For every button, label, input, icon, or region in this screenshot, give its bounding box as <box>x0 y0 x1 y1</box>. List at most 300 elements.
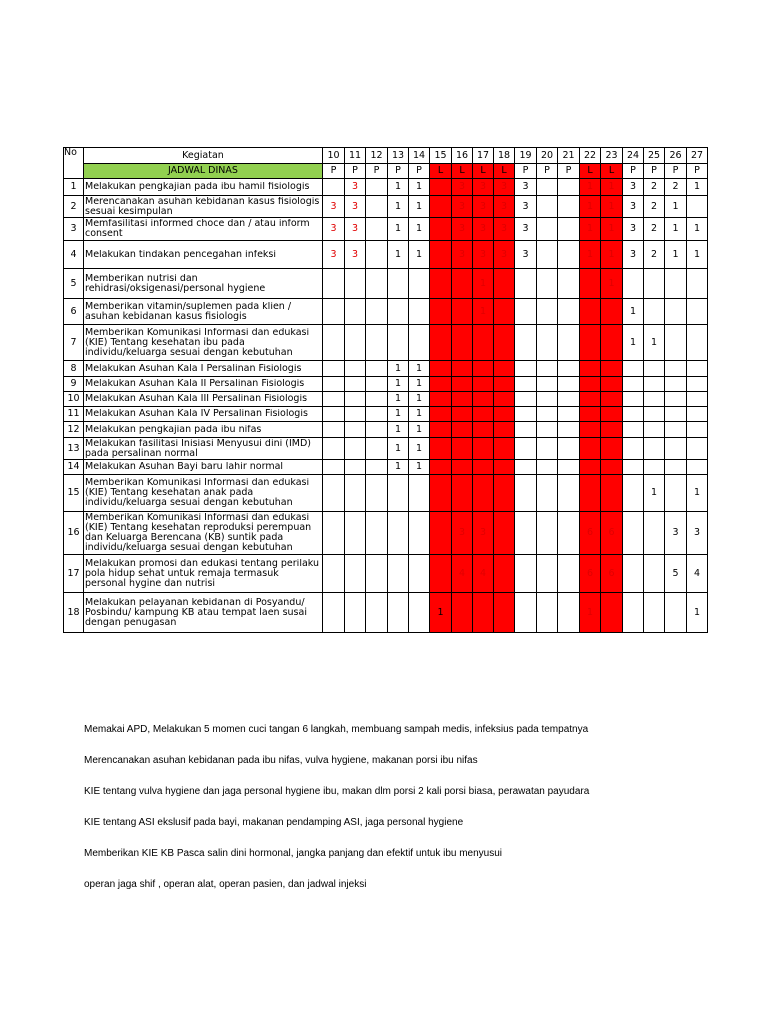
schedule-cell <box>494 361 515 377</box>
activity-text: Melakukan Asuhan Bayi baru lahir normal <box>85 462 284 472</box>
schedule-cell: 1 <box>623 325 644 361</box>
schedule-cell <box>644 361 665 377</box>
schedule-cell: 5 <box>665 555 687 593</box>
schedule-cell <box>388 593 409 633</box>
schedule-cell <box>409 269 430 299</box>
schedule-cell: 2 <box>644 179 665 196</box>
schedule-cell: 1 <box>687 218 708 241</box>
schedule-cell <box>366 179 388 196</box>
activity-cell <box>84 241 323 269</box>
schedule-cell <box>515 475 537 512</box>
schedule-cell <box>580 460 601 475</box>
table-row <box>64 460 708 475</box>
shift-cell: L <box>430 164 452 179</box>
schedule-cell: 6 <box>580 512 601 555</box>
schedule-cell: 1 <box>388 218 409 241</box>
schedule-cell <box>366 593 388 633</box>
schedule-cell <box>558 438 580 460</box>
schedule-cell <box>430 179 452 196</box>
schedule-cell <box>494 475 515 512</box>
schedule-cell: 3 <box>515 218 537 241</box>
table-row <box>64 299 708 325</box>
schedule-cell <box>323 438 345 460</box>
schedule-cell <box>494 392 515 407</box>
row-number: 18 <box>64 593 84 633</box>
schedule-cell: 1 <box>644 475 665 512</box>
schedule-cell <box>323 179 345 196</box>
schedule-cell: 3 <box>452 241 473 269</box>
schedule-cell <box>537 593 558 633</box>
schedule-cell: 1 <box>409 241 430 269</box>
schedule-cell <box>515 512 537 555</box>
schedule-cell: 1 <box>409 218 430 241</box>
schedule-cell <box>366 196 388 218</box>
schedule-cell <box>430 555 452 593</box>
schedule-cell <box>345 512 366 555</box>
schedule-cell: 1 <box>580 593 601 633</box>
schedule-cell <box>366 512 388 555</box>
schedule-cell <box>515 299 537 325</box>
schedule-cell <box>537 512 558 555</box>
day-header-12: 12 <box>366 148 388 164</box>
schedule-cell <box>601 361 623 377</box>
table-row <box>64 179 708 196</box>
header-row-days <box>64 148 708 164</box>
schedule-cell <box>430 218 452 241</box>
schedule-cell: 3 <box>515 179 537 196</box>
schedule-cell <box>558 593 580 633</box>
schedule-cell <box>323 325 345 361</box>
schedule-cell <box>430 196 452 218</box>
day-header-13: 13 <box>388 148 409 164</box>
day-header-11: 11 <box>345 148 366 164</box>
activity-text: Melakukan Asuhan Kala III Persalinan Fisiologis <box>85 394 308 404</box>
note-line: KIE tentang ASI ekslusif pada bayi, makanan pendamping ASI, jaga personal hygiene <box>84 817 464 828</box>
schedule-cell: 1 <box>601 269 623 299</box>
schedule-cell <box>515 325 537 361</box>
schedule-cell: 1 <box>409 422 430 438</box>
schedule-cell: 1 <box>687 241 708 269</box>
row-number: 16 <box>64 512 84 555</box>
schedule-cell <box>623 512 644 555</box>
table-row <box>64 392 708 407</box>
schedule-cell <box>687 377 708 392</box>
schedule-cell <box>601 422 623 438</box>
schedule-cell <box>687 325 708 361</box>
schedule-cell <box>494 269 515 299</box>
schedule-cell <box>430 475 452 512</box>
schedule-cell: 1 <box>687 593 708 633</box>
schedule-cell <box>452 438 473 460</box>
schedule-cell <box>366 241 388 269</box>
schedule-cell <box>473 460 494 475</box>
schedule-cell <box>345 460 366 475</box>
schedule-cell: 3 <box>473 179 494 196</box>
schedule-cell <box>452 593 473 633</box>
schedule-cell <box>494 377 515 392</box>
schedule-cell: 1 <box>580 241 601 269</box>
schedule-cell: 3 <box>323 241 345 269</box>
schedule-cell <box>601 460 623 475</box>
schedule-cell <box>323 407 345 422</box>
table-row <box>64 361 708 377</box>
schedule-cell: 4 <box>687 555 708 593</box>
shift-cell: P <box>644 164 665 179</box>
schedule-cell: 1 <box>644 325 665 361</box>
row-number: 9 <box>64 377 84 392</box>
table-row <box>64 218 708 241</box>
schedule-cell <box>623 422 644 438</box>
note-line: KIE tentang vulva hygiene dan jaga personal hygiene ibu, makan dlm porsi 2 kali porsi biasa, perawatan payudara <box>84 786 590 797</box>
schedule-cell <box>323 475 345 512</box>
schedule-cell: 4 <box>452 555 473 593</box>
schedule-cell <box>537 422 558 438</box>
day-header-27: 27 <box>687 148 708 164</box>
activity-cell <box>84 555 323 593</box>
schedule-cell: 3 <box>623 241 644 269</box>
schedule-cell <box>537 241 558 269</box>
schedule-cell: 1 <box>687 179 708 196</box>
activity-text: Merencanakan asuhan kebidanan kasus fisiologis sesuai kesimpulan <box>85 196 320 217</box>
activity-text: Memfasilitasi informed choce dan / atau inform consent <box>85 219 310 239</box>
schedule-cell: 1 <box>388 438 409 460</box>
shift-cell: L <box>601 164 623 179</box>
schedule-cell <box>452 422 473 438</box>
schedule-cell <box>345 377 366 392</box>
schedule-cell <box>452 361 473 377</box>
schedule-cell <box>409 555 430 593</box>
table-row <box>64 269 708 299</box>
schedule-cell: 6 <box>601 512 623 555</box>
note-line: Memakai APD, Melakukan 5 momen cuci tangan 6 langkah, membuang sampah medis, infeksius pada tempatnya <box>84 724 589 735</box>
schedule-cell: 1 <box>388 407 409 422</box>
activity-cell <box>84 422 323 438</box>
schedule-cell: 6 <box>580 555 601 593</box>
schedule-cell <box>473 377 494 392</box>
header-no: No <box>64 148 84 179</box>
schedule-cell <box>537 361 558 377</box>
shift-cell: P <box>388 164 409 179</box>
schedule-cell <box>665 407 687 422</box>
schedule-cell: 3 <box>623 179 644 196</box>
schedule-cell <box>687 361 708 377</box>
schedule-cell <box>452 269 473 299</box>
schedule-cell: 1 <box>388 392 409 407</box>
schedule-cell <box>580 392 601 407</box>
activity-text: Memberikan Komunikasi Informasi dan edukasi (KIE) Tentang kesehatan ibu pada individu/keluarga sesuai dengan kebutuhan <box>85 327 310 358</box>
schedule-cell: 1 <box>409 392 430 407</box>
schedule-cell <box>473 361 494 377</box>
schedule-cell: 1 <box>409 361 430 377</box>
activity-cell <box>84 593 323 633</box>
schedule-cell <box>537 460 558 475</box>
schedule-cell: 3 <box>473 241 494 269</box>
schedule-cell <box>644 392 665 407</box>
shift-cell: P <box>323 164 345 179</box>
schedule-cell <box>537 392 558 407</box>
schedule-cell <box>558 392 580 407</box>
row-number: 15 <box>64 475 84 512</box>
schedule-cell <box>494 555 515 593</box>
schedule-cell <box>409 593 430 633</box>
schedule-cell <box>388 475 409 512</box>
schedule-cell <box>644 299 665 325</box>
schedule-cell <box>644 512 665 555</box>
schedule-cell: 1 <box>409 179 430 196</box>
activity-cell <box>84 218 323 241</box>
schedule-cell <box>345 438 366 460</box>
shift-cell: P <box>687 164 708 179</box>
shift-cell: P <box>345 164 366 179</box>
activity-cell <box>84 299 323 325</box>
schedule-cell <box>366 422 388 438</box>
schedule-cell <box>345 299 366 325</box>
schedule-cell: 3 <box>473 218 494 241</box>
schedule-cell <box>388 325 409 361</box>
schedule-cell: 1 <box>623 299 644 325</box>
table-row <box>64 325 708 361</box>
schedule-cell: 1 <box>388 422 409 438</box>
schedule-cell: 3 <box>323 196 345 218</box>
schedule-cell <box>665 593 687 633</box>
schedule-cell <box>388 512 409 555</box>
schedule-cell: 1 <box>409 407 430 422</box>
schedule-cell <box>537 555 558 593</box>
schedule-cell: 4 <box>473 555 494 593</box>
schedule-cell <box>558 269 580 299</box>
jadwal-dinas-label: JADWAL DINAS <box>84 164 323 179</box>
schedule-cell <box>452 392 473 407</box>
schedule-cell <box>515 460 537 475</box>
header-row-shifts <box>64 164 708 179</box>
schedule-cell: 1 <box>388 241 409 269</box>
table-row <box>64 196 708 218</box>
schedule-table <box>63 147 708 633</box>
shift-cell: P <box>409 164 430 179</box>
schedule-cell <box>430 407 452 422</box>
row-number: 2 <box>64 196 84 218</box>
schedule-cell <box>580 269 601 299</box>
schedule-cell: 3 <box>494 241 515 269</box>
header-kegiatan: Kegiatan <box>84 148 323 164</box>
schedule-cell <box>323 555 345 593</box>
activity-text: Melakukan pengkajian pada ibu nifas <box>85 424 262 435</box>
day-header-14: 14 <box>409 148 430 164</box>
schedule-cell <box>665 392 687 407</box>
schedule-cell <box>687 299 708 325</box>
shift-cell: L <box>580 164 601 179</box>
schedule-cell <box>623 593 644 633</box>
row-number: 7 <box>64 325 84 361</box>
schedule-cell <box>452 377 473 392</box>
day-header-23: 23 <box>601 148 623 164</box>
activity-text: Memberikan vitamin/suplemen pada klien / asuhan kebidanan kasus fisiologis <box>85 301 292 322</box>
table-row <box>64 377 708 392</box>
schedule-cell: 1 <box>388 460 409 475</box>
schedule-cell <box>558 218 580 241</box>
schedule-cell <box>665 422 687 438</box>
schedule-cell: 1 <box>601 241 623 269</box>
schedule-cell: 1 <box>409 460 430 475</box>
schedule-cell <box>580 361 601 377</box>
schedule-cell <box>580 475 601 512</box>
note-line: Merencanakan asuhan kebidanan pada ibu nifas, vulva hygiene, makanan porsi ibu nifas <box>84 755 478 766</box>
schedule-cell <box>623 392 644 407</box>
day-header-10: 10 <box>323 148 345 164</box>
schedule-cell: 3 <box>323 218 345 241</box>
schedule-cell <box>452 407 473 422</box>
schedule-cell <box>623 460 644 475</box>
schedule-cell <box>430 377 452 392</box>
schedule-cell <box>558 179 580 196</box>
schedule-cell: 1 <box>580 218 601 241</box>
activity-text: Memberikan Komunikasi Informasi dan edukasi (KIE) Tentang kesehatan reproduksi perempuan dan Keluarga Berencana (KB) suntik pada individu/keluarga sesuai dengan kebutuhan <box>85 513 312 553</box>
schedule-cell <box>623 555 644 593</box>
schedule-cell: 1 <box>473 299 494 325</box>
shift-cell: L <box>473 164 494 179</box>
schedule-cell <box>537 407 558 422</box>
schedule-cell: 1 <box>430 593 452 633</box>
schedule-cell <box>537 325 558 361</box>
schedule-cell <box>494 325 515 361</box>
row-number: 5 <box>64 269 84 299</box>
row-number: 14 <box>64 460 84 475</box>
schedule-cell <box>537 218 558 241</box>
shift-cell: L <box>452 164 473 179</box>
schedule-cell: 2 <box>644 218 665 241</box>
schedule-cell: 1 <box>665 218 687 241</box>
activity-text: Melakukan Asuhan Kala I Persalinan Fisiologis <box>85 363 302 374</box>
schedule-cell <box>323 269 345 299</box>
schedule-cell <box>515 407 537 422</box>
schedule-cell <box>430 512 452 555</box>
table-row <box>64 512 708 555</box>
shift-cell: L <box>494 164 515 179</box>
schedule-cell <box>323 512 345 555</box>
activity-cell <box>84 392 323 407</box>
shift-cell: P <box>623 164 644 179</box>
activity-text: Melakukan pengkajian pada ibu hamil fisiologis <box>85 182 310 192</box>
schedule-cell <box>430 460 452 475</box>
schedule-cell: 1 <box>409 438 430 460</box>
schedule-cell <box>345 325 366 361</box>
schedule-cell <box>665 460 687 475</box>
activity-cell <box>84 438 323 460</box>
schedule-cell <box>665 438 687 460</box>
schedule-cell <box>494 438 515 460</box>
table-row <box>64 555 708 593</box>
shift-cell: P <box>537 164 558 179</box>
schedule-cell <box>388 269 409 299</box>
schedule-cell: 2 <box>644 241 665 269</box>
note-line: operan jaga shif , operan alat, operan pasien, dan jadwal injeksi <box>84 879 367 890</box>
schedule-cell <box>665 299 687 325</box>
schedule-cell <box>452 460 473 475</box>
activity-text: Memberikan nutrisi dan rehidrasi/oksigenasi/personal hygiene <box>85 273 266 294</box>
schedule-cell: 3 <box>623 218 644 241</box>
schedule-cell <box>366 407 388 422</box>
activity-cell <box>84 407 323 422</box>
activity-text: Melakukan Asuhan Kala II Persalinan Fisiologis <box>85 379 305 389</box>
schedule-cell <box>558 422 580 438</box>
table-row <box>64 422 708 438</box>
row-number: 3 <box>64 218 84 241</box>
schedule-cell: 2 <box>665 179 687 196</box>
schedule-cell <box>558 407 580 422</box>
schedule-cell: 3 <box>665 512 687 555</box>
schedule-cell <box>558 475 580 512</box>
schedule-cell <box>537 438 558 460</box>
schedule-cell: 1 <box>388 361 409 377</box>
row-number: 8 <box>64 361 84 377</box>
schedule-cell <box>623 438 644 460</box>
schedule-cell <box>601 593 623 633</box>
schedule-cell <box>388 555 409 593</box>
schedule-cell <box>580 377 601 392</box>
schedule-cell <box>601 299 623 325</box>
schedule-cell <box>345 475 366 512</box>
activity-cell <box>84 196 323 218</box>
schedule-cell <box>515 361 537 377</box>
day-header-20: 20 <box>537 148 558 164</box>
schedule-cell: 6 <box>601 555 623 593</box>
schedule-cell: 1 <box>687 475 708 512</box>
schedule-cell: 3 <box>345 241 366 269</box>
schedule-cell <box>323 361 345 377</box>
schedule-cell: 3 <box>515 196 537 218</box>
schedule-cell <box>601 475 623 512</box>
schedule-cell: 1 <box>388 377 409 392</box>
schedule-cell: 3 <box>687 512 708 555</box>
schedule-cell <box>644 555 665 593</box>
schedule-cell <box>687 269 708 299</box>
schedule-cell <box>623 377 644 392</box>
row-number: 10 <box>64 392 84 407</box>
schedule-cell: 3 <box>452 196 473 218</box>
schedule-cell: 3 <box>345 179 366 196</box>
schedule-cell: 3 <box>452 512 473 555</box>
row-number: 1 <box>64 179 84 196</box>
schedule-cell: 1 <box>601 196 623 218</box>
schedule-cell <box>473 392 494 407</box>
schedule-cell <box>430 325 452 361</box>
schedule-cell <box>515 593 537 633</box>
schedule-cell <box>494 407 515 422</box>
schedule-cell <box>494 299 515 325</box>
table-row <box>64 593 708 633</box>
schedule-cell <box>537 196 558 218</box>
schedule-cell <box>580 407 601 422</box>
schedule-cell <box>323 593 345 633</box>
schedule-cell <box>345 422 366 438</box>
day-header-22: 22 <box>580 148 601 164</box>
schedule-cell <box>644 438 665 460</box>
schedule-cell <box>430 422 452 438</box>
schedule-cell <box>409 475 430 512</box>
schedule-cell: 3 <box>515 241 537 269</box>
activity-cell <box>84 269 323 299</box>
schedule-cell <box>323 422 345 438</box>
schedule-cell: 1 <box>388 196 409 218</box>
schedule-cell <box>580 422 601 438</box>
schedule-cell <box>366 325 388 361</box>
schedule-cell <box>323 392 345 407</box>
schedule-cell <box>494 593 515 633</box>
schedule-cell <box>366 392 388 407</box>
schedule-cell <box>430 438 452 460</box>
schedule-cell <box>558 196 580 218</box>
schedule-cell <box>515 392 537 407</box>
